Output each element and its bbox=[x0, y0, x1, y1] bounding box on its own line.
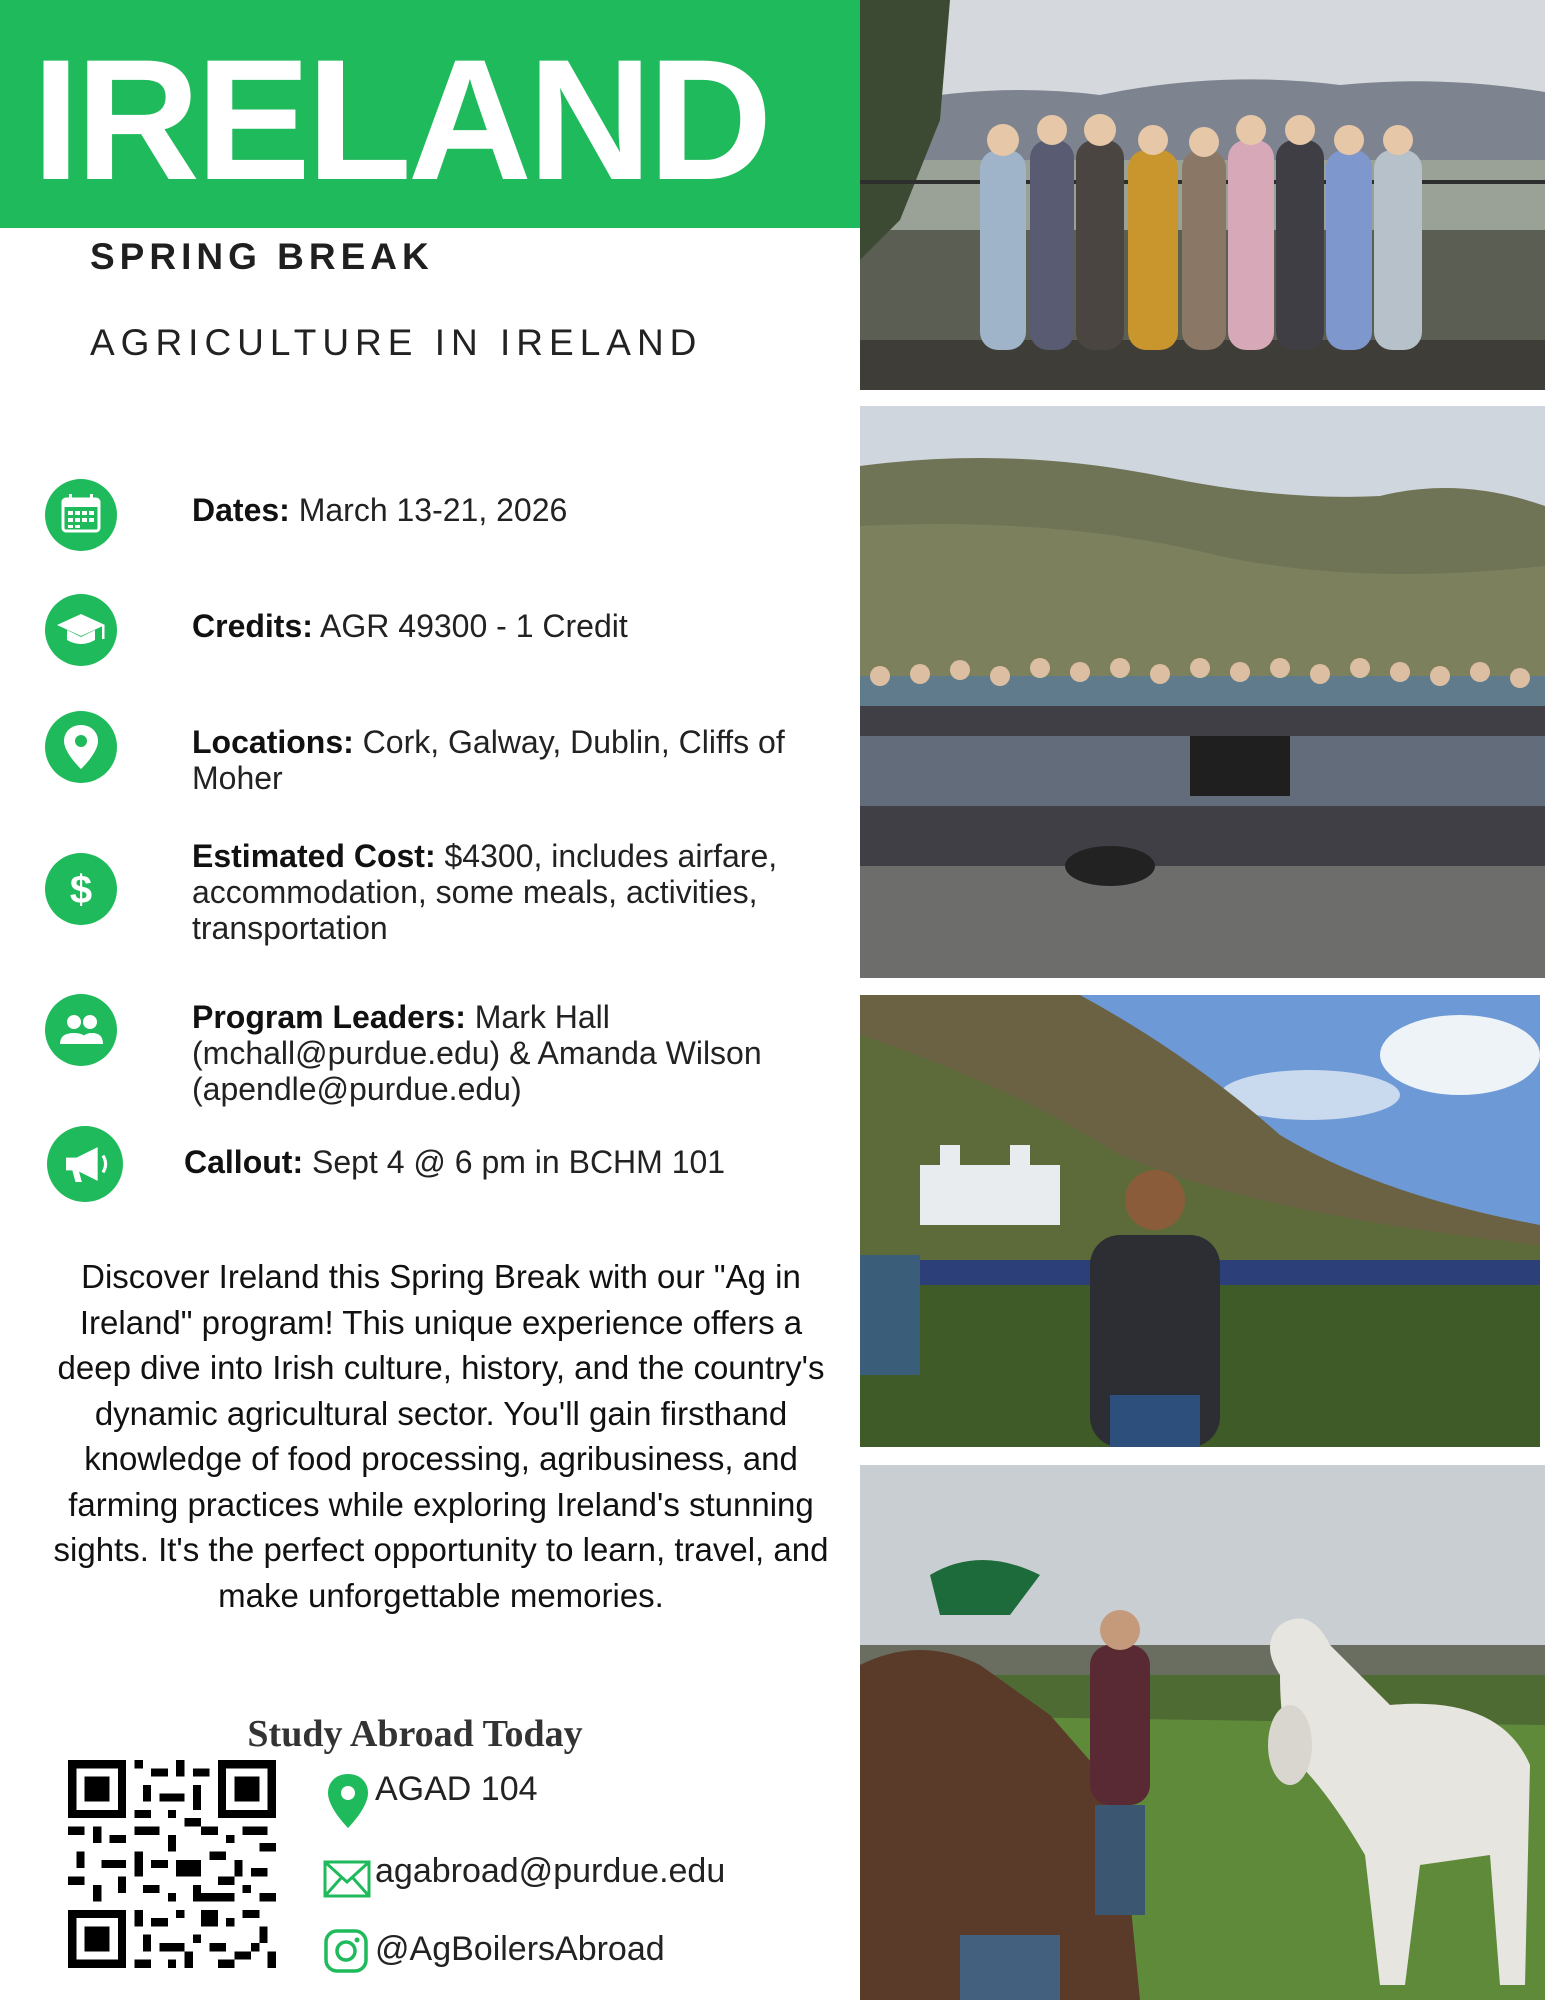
social-handle[interactable]: @AgBoilersAbroad bbox=[375, 1930, 665, 1968]
instagram-icon bbox=[323, 1928, 369, 1974]
email-link[interactable]: agabroad@purdue.edu bbox=[375, 1852, 726, 1890]
office-location: AGAD 104 bbox=[375, 1770, 538, 1808]
graduation-cap-icon bbox=[45, 594, 117, 666]
dollar-icon bbox=[45, 853, 117, 925]
megaphone-icon bbox=[47, 1126, 123, 1202]
page-title: IRELAND bbox=[32, 24, 769, 216]
program-description: Discover Ireland this Spring Break with our "Ag in Ireland" program! This unique experience offers a deep dive into Irish culture, history, and the country's dynamic agricultural sector. You'll gain firsthand knowledge of food processing, agribusiness, and farming practices while exploring Ireland's stunning sights. It's the perfect opportunity to learn, travel, and make unforgettable memories. bbox=[53, 1258, 829, 1614]
photo-horse-field bbox=[860, 1465, 1545, 2000]
photo-group-overlook bbox=[860, 0, 1545, 390]
svg-text:$: $ bbox=[69, 868, 93, 912]
location-pin-icon bbox=[325, 1772, 371, 1830]
people-icon bbox=[45, 994, 117, 1066]
cost-info: Estimated Cost: $4300, includes airfare, accommodation, some meals, activities, transportation bbox=[192, 838, 778, 946]
subtitle: SPRING BREAK bbox=[90, 236, 434, 277]
photo-castle-lake bbox=[860, 995, 1540, 1447]
program-name: AGRICULTURE IN IRELAND bbox=[90, 322, 703, 363]
photo-large-group bbox=[860, 406, 1545, 978]
callout-info: Callout: Sept 4 @ 6 pm in BCHM 101 bbox=[184, 1144, 726, 1180]
calendar-icon bbox=[45, 479, 117, 551]
qr-code[interactable] bbox=[68, 1760, 276, 1968]
study-abroad-heading: Study Abroad Today bbox=[247, 1713, 583, 1755]
map-pin-icon bbox=[45, 711, 117, 783]
dates-info: Dates: March 13-21, 2026 bbox=[192, 492, 568, 528]
credits-info: Credits: AGR 49300 - 1 Credit bbox=[192, 608, 628, 644]
leaders-info: Program Leaders: Mark Hall (mchall@purdue.edu) & Amanda Wilson (apendle@purdue.edu) bbox=[192, 999, 762, 1107]
envelope-icon bbox=[323, 1860, 371, 1898]
locations-info: Locations: Cork, Galway, Dublin, Cliffs of Moher bbox=[192, 724, 785, 796]
